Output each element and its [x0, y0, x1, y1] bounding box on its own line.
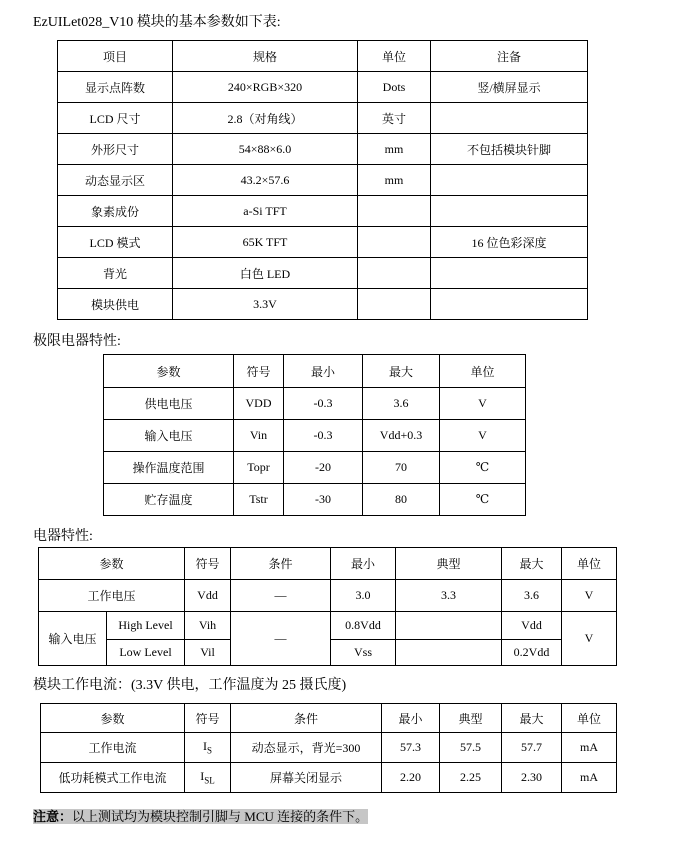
column-header: 项目: [58, 41, 173, 72]
limits-table: [103, 354, 526, 516]
current-table: [40, 703, 617, 793]
table-cell: 显示点阵数: [58, 72, 173, 103]
table-cell: Vss: [331, 640, 396, 666]
table-cell: [358, 196, 431, 227]
table-cell: 外形尺寸: [58, 134, 173, 165]
table-row: [58, 103, 588, 134]
table-cell: -0.3: [284, 388, 363, 420]
table-cell: 3.0: [331, 580, 396, 612]
table-cell: V: [440, 388, 526, 420]
column-header: 规格: [173, 41, 358, 72]
column-header: 符号: [234, 355, 284, 388]
table-cell: 输入电压: [104, 420, 234, 452]
table-cell: 3.3V: [173, 289, 358, 320]
table-cell: 0.2Vdd: [502, 640, 562, 666]
table-cell: 工作电压: [39, 580, 185, 612]
table-cell: 操作温度范围: [104, 452, 234, 484]
table-cell: 动态显示，背光=300: [231, 733, 382, 763]
note-label: 注意：: [33, 809, 73, 824]
table-cell: 65K TFT: [173, 227, 358, 258]
table-row: [104, 484, 526, 516]
table-cell: mA: [562, 733, 617, 763]
table-cell: 供电电压: [104, 388, 234, 420]
electrical-section-title: 电器特性:: [33, 529, 93, 544]
table-header-row: [41, 704, 617, 733]
table-cell: 2.25: [440, 763, 502, 793]
table-row: [58, 134, 588, 165]
table-cell: [396, 640, 502, 666]
column-header: 参数: [39, 548, 185, 580]
table-cell: 2.8（对角线）: [173, 103, 358, 134]
column-header: 最小: [331, 548, 396, 580]
table-cell: 屏幕关闭显示: [231, 763, 382, 793]
table-cell: 竖/横屏显示: [431, 72, 588, 103]
table-cell: [431, 165, 588, 196]
table-cell: 70: [363, 452, 440, 484]
column-header: 典型: [440, 704, 502, 733]
column-header: 单位: [562, 548, 617, 580]
column-header: 参数: [104, 355, 234, 388]
table-cell: V: [562, 580, 617, 612]
table-cell: -20: [284, 452, 363, 484]
table-header-row: [58, 41, 588, 72]
table-cell: ℃: [440, 484, 526, 516]
column-header: 最小: [382, 704, 440, 733]
table-cell: 57.5: [440, 733, 502, 763]
table-cell: 2.30: [502, 763, 562, 793]
symbol-subscript: S: [206, 745, 212, 756]
electrical-table: [38, 547, 617, 666]
column-header: 最大: [502, 548, 562, 580]
table-cell: mm: [358, 134, 431, 165]
table-cell: 43.2×57.6: [173, 165, 358, 196]
table-cell: [431, 103, 588, 134]
symbol-base: I: [200, 769, 205, 784]
column-header: 注备: [431, 41, 588, 72]
table-row: [104, 388, 526, 420]
table-cell: a-Si TFT: [173, 196, 358, 227]
table-cell: 3.3: [396, 580, 502, 612]
table-cell: 贮存温度: [104, 484, 234, 516]
table-cell: 工作电流: [41, 733, 185, 763]
table-cell: 不包括模块针脚: [431, 134, 588, 165]
table-cell: Dots: [358, 72, 431, 103]
table-row: [41, 733, 617, 763]
table-header-row: [104, 355, 526, 388]
table-row: [104, 420, 526, 452]
column-header: 最大: [363, 355, 440, 388]
note-text: 以上测试均为模块控制引脚与 MCU 连接的条件下。: [72, 809, 369, 824]
table-cell: [396, 612, 502, 640]
table-cell: 57.3: [382, 733, 440, 763]
table-cell: —: [231, 580, 331, 612]
column-header: 符号: [185, 704, 231, 733]
table-cell: Vin: [234, 420, 284, 452]
table-cell: —: [231, 612, 331, 666]
table-cell: Vdd+0.3: [363, 420, 440, 452]
table-cell: VDD: [234, 388, 284, 420]
column-header: 单位: [440, 355, 526, 388]
column-header: 参数: [41, 704, 185, 733]
limits-section-title: 极限电器特性:: [33, 334, 121, 349]
table-cell: 240×RGB×320: [173, 72, 358, 103]
table-cell: 模块供电: [58, 289, 173, 320]
table-cell: LCD 模式: [58, 227, 173, 258]
table-row: [39, 612, 617, 640]
table-cell: [185, 733, 231, 763]
table-row: [58, 289, 588, 320]
table-row: [58, 165, 588, 196]
table-cell: [358, 227, 431, 258]
table-cell: Vil: [185, 640, 231, 666]
table-cell: 动态显示区: [58, 165, 173, 196]
table-cell: V: [440, 420, 526, 452]
table-cell: -0.3: [284, 420, 363, 452]
table-cell: [358, 258, 431, 289]
column-header: 单位: [358, 41, 431, 72]
column-header: 最大: [502, 704, 562, 733]
table-row: [39, 580, 617, 612]
table-cell: 低功耗模式工作电流: [41, 763, 185, 793]
basic-params-table: [57, 40, 588, 320]
table-cell: [431, 196, 588, 227]
table-cell: Tstr: [234, 484, 284, 516]
table-cell: Topr: [234, 452, 284, 484]
note-line: [33, 808, 681, 825]
table-row: [58, 196, 588, 227]
table-row: [104, 452, 526, 484]
table-header-row: [39, 548, 617, 580]
table-cell: [185, 763, 231, 793]
column-header: 条件: [231, 704, 382, 733]
table-cell: mm: [358, 165, 431, 196]
table-cell: Vih: [185, 612, 231, 640]
table-cell: 象素成份: [58, 196, 173, 227]
symbol-subscript: SL: [204, 775, 215, 786]
table-cell: 背光: [58, 258, 173, 289]
intro-title: EzUILet028_V10 模块的基本参数如下表:: [33, 15, 281, 30]
table-cell: V: [562, 612, 617, 666]
table-cell: 2.20: [382, 763, 440, 793]
table-cell: [358, 289, 431, 320]
table-cell: mA: [562, 763, 617, 793]
table-cell: 3.6: [363, 388, 440, 420]
table-row: [58, 258, 588, 289]
table-cell: LCD 尺寸: [58, 103, 173, 134]
table-cell: -30: [284, 484, 363, 516]
table-cell: Vdd: [502, 612, 562, 640]
table-cell: 0.8Vdd: [331, 612, 396, 640]
column-header: 条件: [231, 548, 331, 580]
table-cell: 白色 LED: [173, 258, 358, 289]
symbol-base: I: [202, 739, 207, 754]
table-cell: ℃: [440, 452, 526, 484]
table-cell: 英寸: [358, 103, 431, 134]
column-header: 典型: [396, 548, 502, 580]
table-cell: Vdd: [185, 580, 231, 612]
table-row: [41, 763, 617, 793]
table-cell: [431, 289, 588, 320]
current-section-title: 模块工作电流：(3.3V 供电，工作温度为 25 摄氏度): [33, 678, 347, 693]
table-cell: [431, 258, 588, 289]
table-cell: 3.6: [502, 580, 562, 612]
table-row: [58, 227, 588, 258]
note-highlight: [33, 809, 368, 824]
table-cell: Low Level: [107, 640, 185, 666]
column-header: 单位: [562, 704, 617, 733]
table-cell: 输入电压: [39, 612, 107, 666]
column-header: 最小: [284, 355, 363, 388]
table-cell: 54×88×6.0: [173, 134, 358, 165]
document-page: [0, 14, 681, 861]
table-cell: 57.7: [502, 733, 562, 763]
table-row: [58, 72, 588, 103]
table-cell: 80: [363, 484, 440, 516]
table-cell: 16 位色彩深度: [431, 227, 588, 258]
table-cell: High Level: [107, 612, 185, 640]
column-header: 符号: [185, 548, 231, 580]
